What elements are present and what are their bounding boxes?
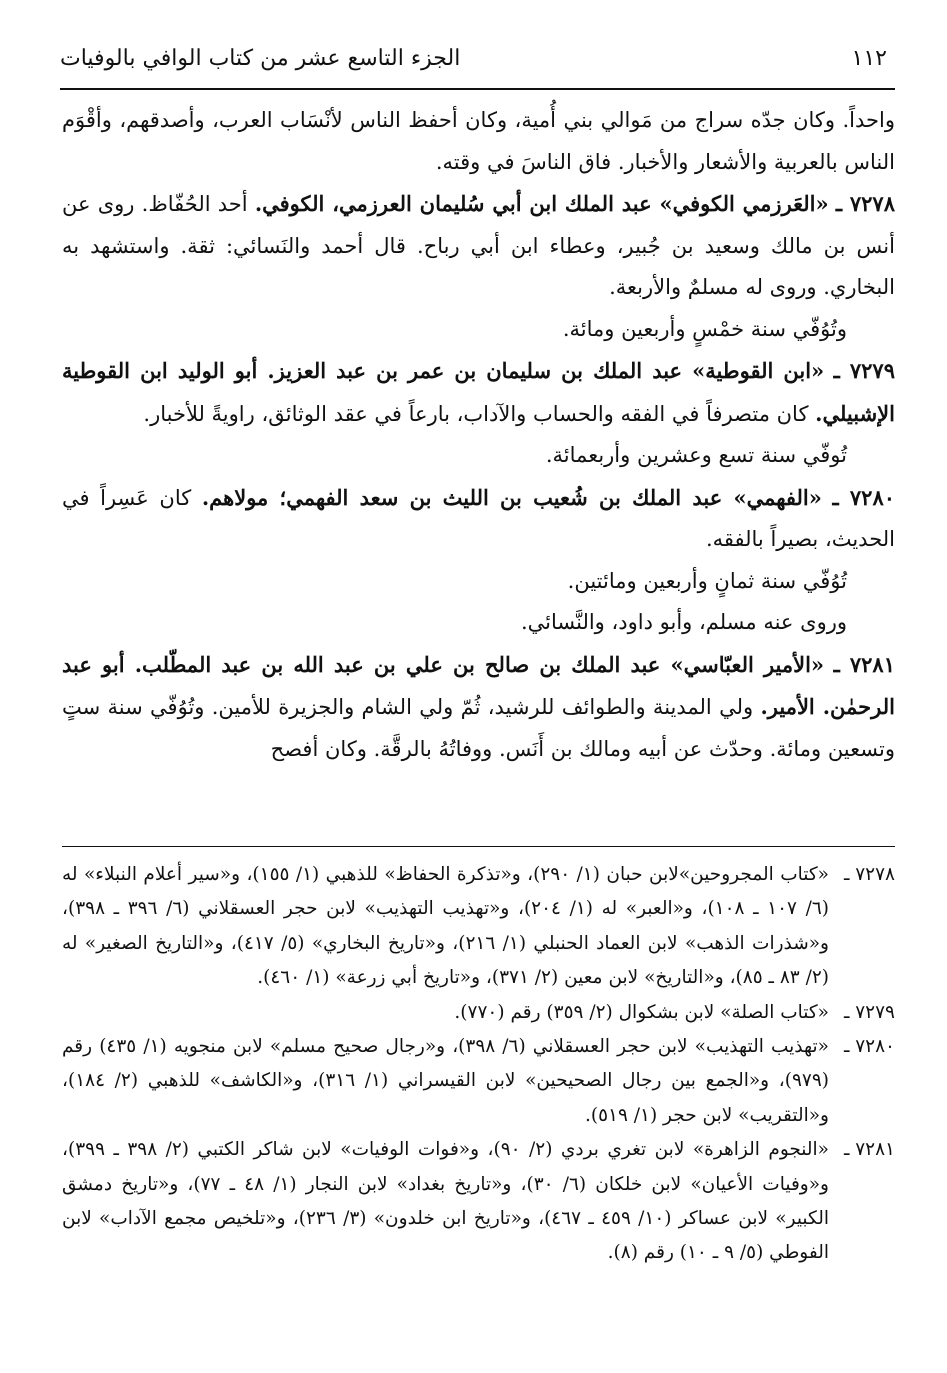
entry-heading: «الأمير العبّاسي» عبد الملك بن صالح بن علي بن عبد الله بن عبد المطّلب. أبو عبد الرحمٰن. الأمير. <box>62 651 895 719</box>
footnote-item <box>62 1133 895 1271</box>
footnote-text: «كتاب الصلة» لابن بشكوال (٢/ ٣٥٩) رقم (٧٧٠). <box>454 1001 829 1023</box>
footnote-text: «كتاب المجروحين»لابن حبان (١/ ٢٩٠)، و«تذكرة الحفاظ» للذهبي (١/ ١٥٥)، و«سير أعلام النبلاء» له (٦/ ١٠٧ ـ ١٠٨)، و«العبر» له (١/ ٢٠٤)، و«تهذيب التهذيب» لابن حجر العسقلاني (٦/ ٣٩٦ ـ ٣٩٨)، و«شذرات الذهب» لابن العماد الحنبلي (١/ ٢١٦)، و«تاريخ البخاري» (٥/ ٤١٧)، و«التاريخ الصغير» له (٢/ ٨٣ ـ ٨٥)، و«التاريخ» لابن معين (٢/ ٣٧١)، و«تاريخ أبي زرعة» (١/ ٤٦٠). <box>62 864 829 989</box>
entry-heading: «العَرزمي الكوفي» عبد الملك ابن أبي سُليمان العرزمي، الكوفي. <box>254 191 829 216</box>
footnote-number: ٧٢٧٩ ـ <box>843 1001 895 1023</box>
entry-death-note: تُوُفّي سنة ثمانٍ وأربعين ومائتين. <box>567 568 847 593</box>
footnote-number: ٧٢٨١ ـ <box>843 1139 895 1161</box>
footnote-number: ٧٢٨٠ ـ <box>843 1036 895 1058</box>
entry-number: ٧٢٨٠ ـ <box>832 484 896 510</box>
continuation-paragraph: واحداً. وكان جدّه سراج من مَوالي بني أُمية، وكان أحفظ الناس لأنْسَاب العرب، وأصدقهم، وأقْوَم الناس بالعربية والأشعار والأخبار. فاق الناسَ في وقته. <box>62 108 895 174</box>
header-rule <box>60 88 895 90</box>
page-number: ١١٢ <box>851 45 887 71</box>
entry-death-note: تُوفّي سنة تسع وعشرين وأربعمائة. <box>545 443 847 467</box>
entry-7280 <box>62 477 895 561</box>
entry-death-note: وتُوُفّي سنة خمْسٍ وأربعين ومائة. <box>562 316 847 341</box>
footnotes <box>62 858 895 1271</box>
entry-number: ٧٢٨١ ـ <box>833 651 895 677</box>
entry-narrators-note: وروى عنه مسلم، وأبو داود، والنَّسائي. <box>520 610 847 634</box>
main-text <box>62 100 895 770</box>
entry-heading: «ابن القوطية» عبد الملك بن سليمان بن عمر بن عبد العزيز. أبو الوليد ابن القوطية الإشبيلي. <box>62 358 895 426</box>
entry-body: ولي المدينة والطوائف للرشيد، ثُمّ ولي الشام والجزيرة للأمين. وتُوُفّي سنة ستٍ وتسعين ومائة. وحدّث عن أبيه ومالك بن أَنَس. ووفاتُهُ بالرقَّة. وكان أفصح <box>62 695 895 761</box>
entry-heading: «الفهمي» عبد الملك بن شُعيب بن الليث بن سعد الفهمي؛ مولاهم. <box>201 484 822 510</box>
footnote-item <box>62 1030 895 1133</box>
entry-body: أحد الحُفّاظ. روى عن أنس بن مالك وسعيد بن جُبير، وعطاء ابن أبي رباح. قال أحمد والنَسائي: ثقة. واستشهد به البخاري. وروى له مسلمٌ والأربعة. <box>62 192 895 299</box>
running-title: الجزء التاسع عشر من كتاب الوافي بالوفيات <box>60 45 461 71</box>
footnote-number: ٧٢٧٨ ـ <box>843 864 895 885</box>
entry-7278 <box>62 183 895 309</box>
entry-number: ٧٢٧٨ ـ <box>835 191 895 216</box>
entry-body: كان عَسِراً في الحديث، بصيراً بالفقه. <box>62 485 895 551</box>
page-header <box>60 38 887 78</box>
entry-number: ٧٢٧٩ ـ <box>833 358 895 383</box>
footnote-item <box>62 996 895 1030</box>
entry-7281 <box>62 644 895 771</box>
entry-7279 <box>62 350 895 435</box>
footnote-rule <box>62 846 895 847</box>
entry-body: كان متصرفاً في الفقه والحساب والآداب، بارعاً في عقد الوثائق، راويةً للأخبار. <box>143 401 809 426</box>
footnote-text: «تهذيب التهذيب» لابن حجر العسقلاني (٦/ ٣٩٨)، و«رجال صحيح مسلم» لابن منجويه (١/ ٤٣٥) رقم (٩٧٩)، و«الجمع بين رجال الصحيحين» لابن القيسراني (١/ ٣١٦)، و«الكاشف» للذهبي (٢/ ١٨٤)، و«التقريب» لابن حجر (١/ ٥١٩). <box>62 1036 829 1126</box>
footnote-item <box>62 858 895 996</box>
footnote-text: «النجوم الزاهرة» لابن تغري بردي (٢/ ٩٠)، و«فوات الوفيات» لابن شاكر الكتبي (٢/ ٣٩٨ ـ ٣٩٩)، و«وفيات الأعيان» لابن خلكان (٦/ ٣٠)، و«تاريخ بغداد» لابن النجار (١/ ٤٨ ـ ٧٧)، و«تاريخ دمشق الكبير» لابن عساكر (١٠/ ٤٥٩ ـ ٤٦٧)، و«تاريخ ابن خلدون» (٣/ ٢٣٦)، و«تلخيص مجمع الآداب» لابن الفوطي (٥/ ٩ ـ ١٠) رقم (٨). <box>62 1139 829 1264</box>
